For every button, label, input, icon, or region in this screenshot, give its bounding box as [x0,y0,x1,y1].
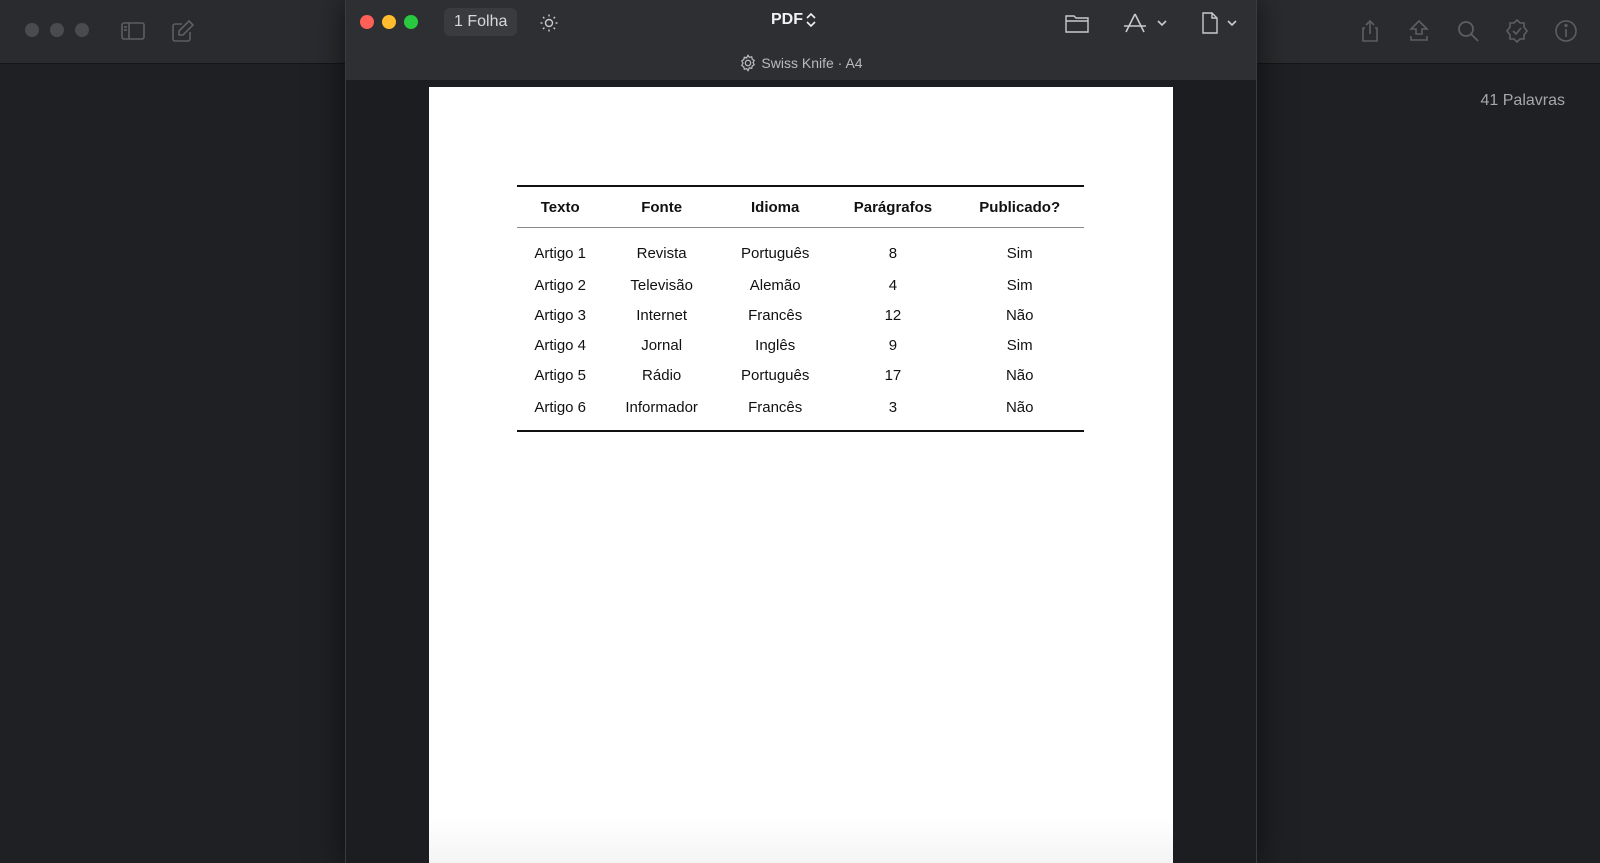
share-icon[interactable] [1357,18,1383,44]
compose-icon[interactable] [170,18,196,44]
sheet-toolbar [346,0,1256,47]
table-cell: 9 [888,336,898,354]
table-cell: Sim [1006,276,1033,294]
table-cell: Não [1005,366,1034,384]
publish-icon[interactable] [1406,18,1432,44]
zoom-button[interactable] [404,15,418,29]
table-row [517,300,1084,330]
typography-menu[interactable] [1122,10,1168,36]
table-cell: Sim [1006,336,1033,354]
template-bar[interactable] [346,46,1256,81]
table-cell: Informador [625,398,698,416]
table-cell: Português [740,366,810,384]
folder-icon[interactable] [1064,10,1090,36]
document-icon [1200,11,1220,35]
table-cell: Não [1005,398,1034,416]
table-cell: Rádio [642,366,682,384]
app-store-icon [1122,12,1150,34]
sheets-count-button[interactable]: 1 Folha [444,8,517,36]
table-cell: Televisão [630,276,693,294]
up-down-chevron-icon [805,12,817,28]
table-cell: Inglês [755,336,796,354]
table-cell: Artigo 3 [534,306,587,324]
bg-zoom-button [75,23,89,37]
preview-area [346,80,1256,863]
appearance-toggle-icon[interactable] [539,10,559,36]
gear-icon [739,54,757,72]
bg-minimize-button [50,23,64,37]
table-row [517,360,1084,390]
column-header: Idioma [720,186,831,228]
verified-badge-icon[interactable] [1504,18,1530,44]
table-cell: Artigo 1 [534,244,587,262]
table-cell: Não [1005,306,1034,324]
table-row [517,330,1084,360]
column-header: Publicado? [955,186,1084,228]
table-cell: Jornal [641,336,683,354]
sidebar-toggle-icon[interactable] [120,18,146,44]
table-cell: Artigo 2 [534,276,587,294]
table-header-row [517,186,1084,228]
page-fade [429,817,1173,863]
pdf-page-preview [429,87,1173,863]
table-cell: Alemão [749,276,801,294]
column-header: Fonte [603,186,720,228]
table-row [517,390,1084,431]
column-header: Texto [517,186,603,228]
format-selector[interactable] [771,11,817,29]
table-cell: 3 [888,398,898,416]
search-icon[interactable] [1455,18,1481,44]
column-header: Parágrafos [830,186,955,228]
table-cell: Revista [636,244,687,262]
export-sheet [345,0,1257,863]
close-button[interactable] [360,15,374,29]
table-cell: Artigo 5 [534,366,587,384]
data-table [517,185,1084,432]
table-row [517,270,1084,300]
template-info: Swiss Knife · A4 [761,55,863,71]
table-cell: 17 [884,366,902,384]
table-cell: 12 [884,306,902,324]
table-cell: Artigo 6 [534,398,587,416]
word-count: 41 Palavras [1480,92,1565,109]
document-menu[interactable] [1200,10,1238,36]
info-icon[interactable] [1553,18,1579,44]
bg-close-button [25,23,39,37]
table-cell: 8 [888,244,898,262]
window-controls [360,15,418,29]
table-cell: Francês [748,306,803,324]
chevron-down-icon [1226,18,1238,28]
table-cell: Sim [1006,244,1033,262]
table-row [517,228,1084,271]
table-cell: Francês [748,398,803,416]
format-label: PDF [771,11,803,28]
background-window-controls [25,23,89,37]
table-cell: 4 [888,276,898,294]
minimize-button[interactable] [382,15,396,29]
table-cell: Português [740,244,810,262]
table-cell: Artigo 4 [534,336,587,354]
chevron-down-icon [1156,18,1168,28]
table-cell: Internet [636,306,688,324]
